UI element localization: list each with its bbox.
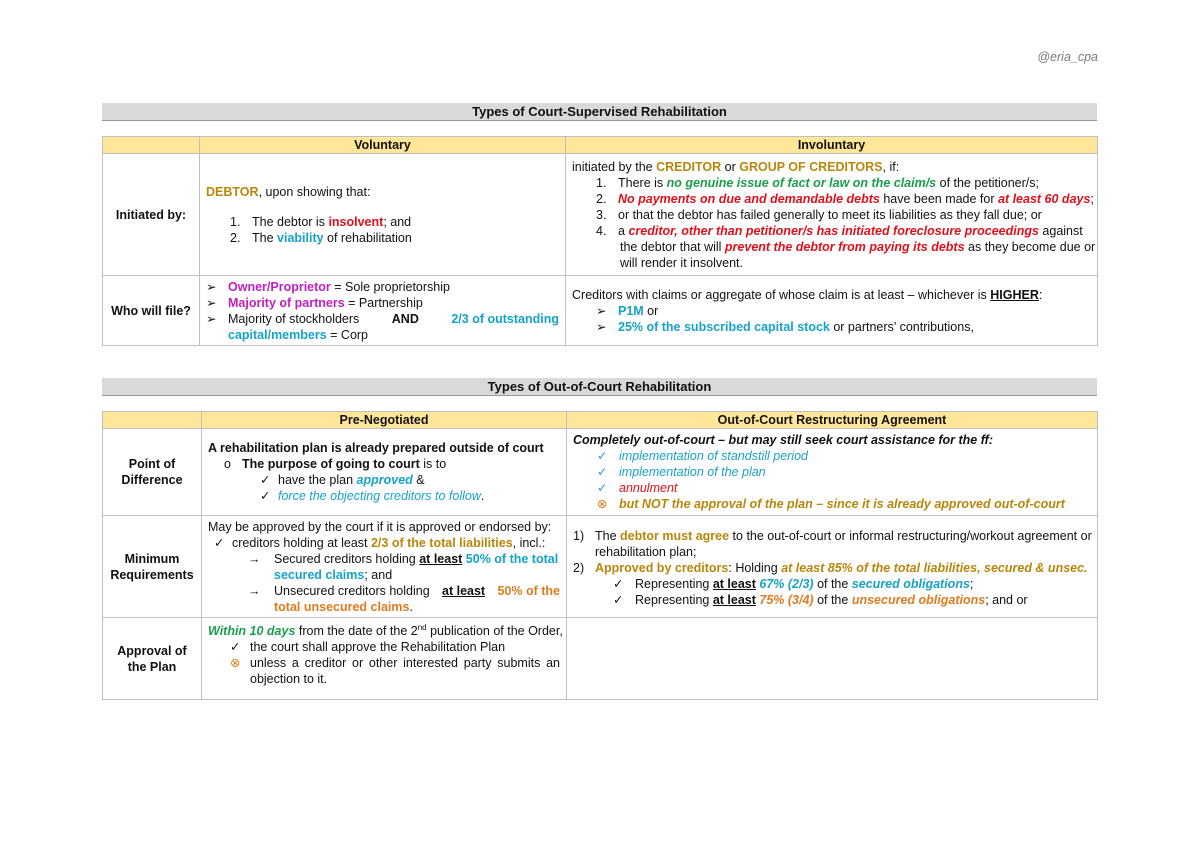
pre-approval	[202, 618, 567, 700]
text: will render it insolvent.	[620, 255, 743, 270]
row-minimum-requirements	[103, 516, 202, 618]
text: a	[618, 223, 629, 238]
foreclosure-term: creditor, other than petitioner/s has initiated foreclosure proceedings	[628, 223, 1039, 238]
outcourt-rehab-table	[102, 411, 1098, 700]
text: : Holding	[728, 561, 782, 575]
arrow-right-icon: →	[248, 583, 261, 598]
at-least-term: at least	[442, 583, 486, 598]
ordinal-suffix: nd	[417, 623, 427, 632]
no-genuine-issue: no genuine issue of fact or law on the claim/s	[666, 175, 937, 190]
text: of rehabilitation	[323, 230, 412, 245]
col-involuntary: Involuntary	[566, 137, 1098, 154]
corner-cell	[103, 412, 202, 429]
item-number: 1)	[573, 529, 585, 543]
col-ocra: Out-of-Court Restructuring Agreement	[567, 412, 1098, 429]
check-icon: ✓	[230, 640, 241, 655]
text: The debtor is	[252, 214, 329, 229]
text: A rehabilitation plan is already prepared outside of court	[208, 441, 544, 455]
court-rehab-table	[102, 136, 1098, 346]
text: the debtor that will	[620, 239, 725, 254]
text: ; and or	[985, 593, 1028, 607]
force-objecting-term: force the objecting creditors to follow	[278, 489, 481, 503]
approved-term: approved	[356, 473, 413, 487]
higher-term: HIGHER	[990, 287, 1039, 302]
creditor-term: CREDITOR	[656, 159, 722, 174]
fifty-pct-unsecured: 50% of the	[497, 583, 560, 598]
purpose-term: The purpose of going to court	[242, 457, 420, 471]
text: Representing	[635, 577, 713, 591]
text: or	[643, 303, 659, 318]
text: against	[1038, 223, 1083, 238]
col-pre-negotiated: Pre-Negotiated	[202, 412, 567, 429]
seventy-five-pct: 75% (3/4)	[755, 593, 814, 607]
text: from the date of the 2	[295, 624, 418, 639]
text: publication of the Order,	[426, 624, 563, 639]
text: May be approved by the court if it is approved or endorsed by:	[208, 519, 552, 534]
text: of the	[813, 593, 852, 607]
text: ;	[1090, 191, 1094, 206]
text: Unsecured creditors holding	[274, 583, 430, 598]
outcourt-section-title: Types of Out-of-Court Rehabilitation	[102, 378, 1097, 396]
text: is to	[419, 457, 447, 471]
text: as they become due or	[964, 239, 1096, 254]
text: objection to it.	[250, 672, 328, 687]
text: ;	[969, 577, 974, 591]
involuntary-who	[566, 276, 1098, 346]
text: , incl.:	[512, 535, 546, 550]
check-icon: ✓	[597, 481, 608, 495]
text: Majority of stockholders	[228, 311, 360, 326]
circle-bullet-icon: o	[224, 457, 231, 471]
text: .	[409, 599, 413, 614]
text: .	[480, 489, 485, 503]
sixty-days: at least 60 days	[998, 191, 1091, 206]
within-ten-days: Within 10 days	[208, 624, 296, 639]
not-approval-item: but NOT the approval of the plan – since it is already approved out-of-court	[619, 497, 1065, 511]
text: The	[595, 529, 621, 543]
voluntary-initiated	[200, 154, 566, 276]
check-icon: ✓	[597, 465, 608, 479]
row-approval-of-plan	[103, 618, 202, 700]
arrow-bullet-icon: ➢	[206, 295, 217, 310]
arrow-bullet-icon: ➢	[206, 311, 217, 326]
item-number: 3.	[596, 207, 607, 222]
text: &	[412, 473, 425, 487]
sixty-seven-pct: 67% (2/3)	[755, 577, 814, 591]
unsecured-obligations: unsecured obligations	[851, 593, 986, 607]
row-label-line: Approval of	[117, 643, 187, 658]
check-icon: ✓	[214, 535, 225, 550]
implementation-item: implementation of the plan	[619, 465, 766, 479]
text: Secured creditors holding	[274, 551, 420, 566]
check-icon: ✓	[613, 593, 624, 607]
debtor-term: DEBTOR	[206, 184, 259, 199]
text: to the out-of-court or informal restructuring/workout agreement or	[729, 529, 1092, 543]
viability-term: viability	[277, 230, 324, 245]
check-icon: ✓	[613, 577, 624, 591]
debtor-must-agree: debtor must agree	[620, 529, 730, 543]
at-least-term: at least	[712, 577, 756, 591]
text: initiated by the	[572, 159, 657, 174]
circle-x-icon: ⊗	[597, 497, 608, 511]
text: or	[721, 159, 740, 174]
text: of the	[813, 577, 852, 591]
eighty-five-pct: at least 85% of the total liabilities, secured & unsec.	[781, 561, 1088, 575]
row-label-line: Difference	[121, 473, 183, 487]
secured-claims-term: secured claims	[274, 567, 365, 582]
row-label-line: Requirements	[110, 567, 194, 582]
fifty-pct-secured: 50% of the total	[462, 551, 559, 566]
ocra-min	[567, 516, 1098, 618]
text: Completely out-of-court – but may still seek court assistance for the ff:	[573, 433, 993, 447]
insolvent-term: insolvent	[328, 214, 384, 229]
check-icon: ✓	[260, 489, 271, 503]
secured-obligations: secured obligations	[851, 577, 970, 591]
text: the court shall approve the Rehabilitation Plan	[250, 640, 506, 655]
owner-term: Owner/Proprietor	[228, 279, 331, 294]
arrow-bullet-icon: ➢	[596, 319, 607, 334]
text: = Sole proprietorship	[330, 279, 450, 294]
text: = Corp	[326, 327, 369, 342]
partners-term: Majority of partners	[228, 295, 345, 310]
involuntary-initiated	[566, 154, 1098, 276]
item-number: 2.	[230, 230, 241, 245]
annulment-item: annulment	[619, 481, 678, 495]
text: or that the debtor has failed generally to meet its liabilities as they fall due; or	[618, 207, 1042, 222]
approved-by-creditors: Approved by creditors	[595, 561, 729, 575]
text: unless a creditor or other interested party submits an	[250, 656, 560, 671]
two-thirds-term: 2/3 of outstanding	[451, 311, 559, 326]
voluntary-who	[200, 276, 566, 346]
ocra-point	[567, 429, 1098, 516]
text: of the petitioner/s;	[936, 175, 1039, 190]
text: :	[1038, 287, 1043, 302]
check-icon: ✓	[260, 473, 271, 487]
text: The	[252, 230, 278, 245]
capital-members-term: capital/members	[228, 327, 327, 342]
text: ; and	[383, 214, 412, 229]
arrow-right-icon: →	[248, 551, 261, 566]
row-label-line: Point of	[128, 457, 176, 471]
and-term: AND	[391, 311, 419, 326]
ocra-approval-empty	[567, 618, 1098, 700]
text: creditors holding at least	[232, 535, 371, 550]
text: , if:	[882, 159, 900, 174]
text: = Partnership	[344, 295, 423, 310]
at-least-term: at least	[712, 593, 756, 607]
author-handle: @eria_cpa	[1037, 50, 1098, 64]
row-initiated-by: Initiated by:	[103, 154, 200, 276]
p1m-term: P1M	[618, 303, 644, 318]
pre-min	[202, 516, 567, 618]
pre-point	[202, 429, 567, 516]
item-number: 1.	[596, 175, 607, 190]
circle-x-icon: ⊗	[230, 656, 241, 671]
col-voluntary: Voluntary	[200, 137, 566, 154]
text: Representing	[635, 593, 713, 607]
court-section-title: Types of Court-Supervised Rehabilitation	[102, 103, 1097, 121]
item-number: 4.	[596, 223, 607, 238]
row-label-line: Minimum	[124, 551, 180, 566]
text: Creditors with claims or aggregate of whose claim is at least – whichever is	[572, 287, 991, 302]
prevent-paying: prevent the debtor from paying its debts	[724, 239, 965, 254]
item-number: 2)	[573, 561, 585, 575]
arrow-bullet-icon: ➢	[596, 303, 607, 318]
two-thirds-liabilities: 2/3 of the total liabilities	[370, 535, 513, 550]
unsecured-claims-term: total unsecured claims	[274, 599, 410, 614]
row-label-line: the Plan	[127, 659, 177, 674]
row-point-of-difference	[103, 429, 202, 516]
standstill-item: implementation of standstill period	[619, 449, 808, 463]
text: There is	[618, 175, 667, 190]
item-number: 1.	[230, 214, 241, 229]
twenty-five-pct-term: 25% of the subscribed capital stock	[618, 319, 830, 334]
check-icon: ✓	[597, 449, 608, 463]
row-who-will-file: Who will file?	[103, 276, 200, 346]
corner-cell	[103, 137, 200, 154]
text: or partners’ contributions,	[829, 319, 974, 334]
no-payments: No payments on due and demandable debts	[618, 191, 880, 206]
text: have the plan	[278, 473, 357, 487]
text: rehabilitation plan;	[595, 545, 697, 559]
debtor-lead: , upon showing that:	[258, 184, 371, 199]
arrow-bullet-icon: ➢	[206, 279, 217, 294]
item-number: 2.	[596, 191, 607, 206]
text: have been made for	[879, 191, 998, 206]
at-least-term: at least	[419, 551, 463, 566]
text: ; and	[364, 567, 393, 582]
group-creditors-term: GROUP OF CREDITORS	[739, 159, 883, 174]
